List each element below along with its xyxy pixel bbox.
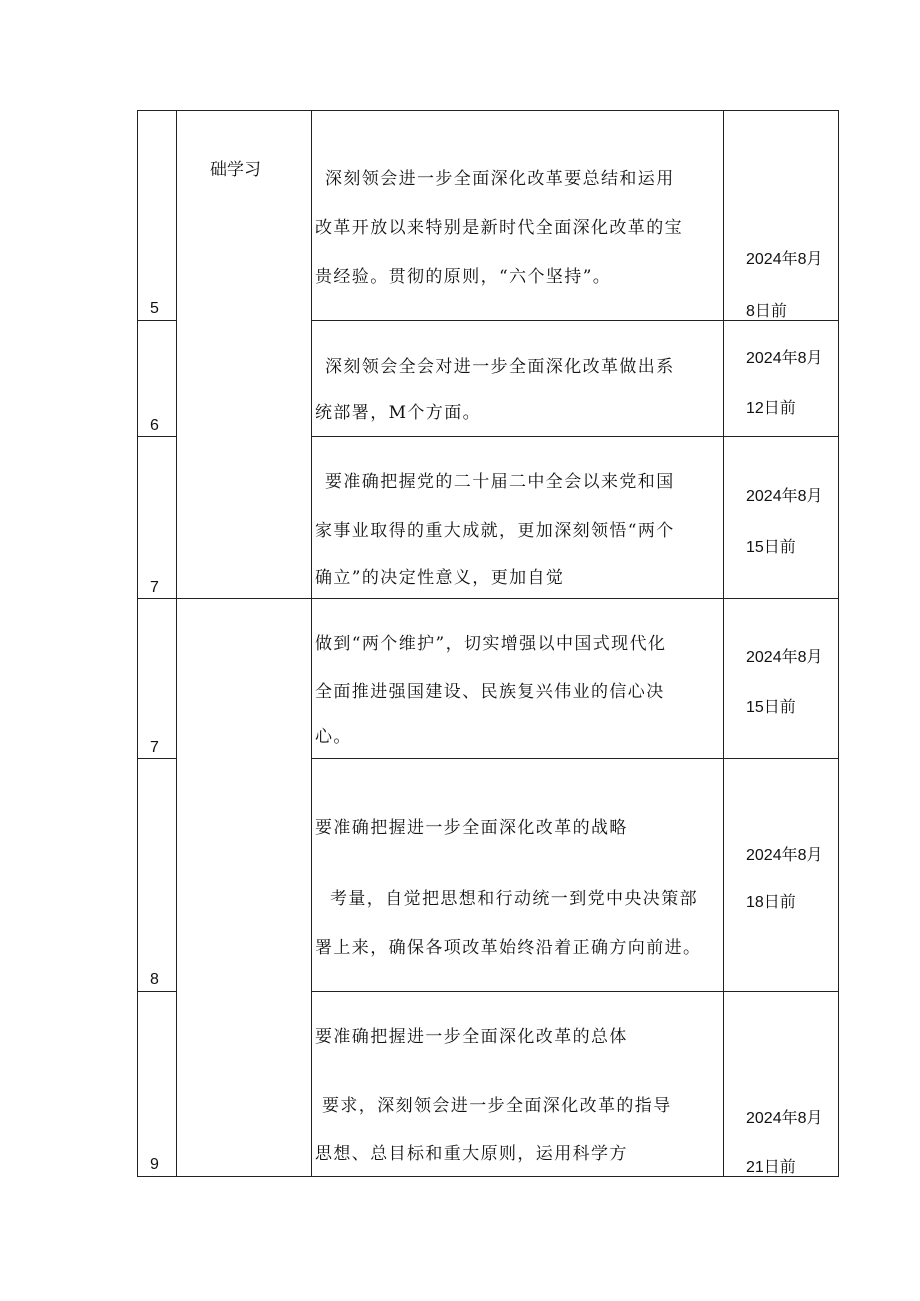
- content-line: 要求，深刻领会进一步全面深化改革的指导: [322, 1096, 672, 1116]
- content-line: 要准确把握进一步全面深化改革的战略: [315, 818, 628, 838]
- due-date: 15日前: [746, 699, 796, 716]
- table-left-border: [137, 110, 138, 1177]
- row-divider: [137, 436, 177, 437]
- due-date: 15日前: [746, 539, 796, 556]
- column-divider: [311, 110, 312, 1177]
- due-date: 18日前: [746, 894, 796, 911]
- due-date: 12日前: [746, 400, 796, 417]
- due-date: 2024年8月: [746, 1110, 823, 1127]
- due-date: 2024年8月: [746, 350, 823, 367]
- row-number: 6: [150, 417, 159, 434]
- content-line: 贵经验。贯彻的原则，“六个坚持”。: [315, 267, 612, 287]
- row-number: 7: [150, 739, 159, 756]
- due-date: 2024年8月: [746, 847, 823, 864]
- content-line: 心。: [315, 727, 352, 747]
- row-divider: [137, 991, 177, 992]
- content-line: 改革开放以来特别是新时代全面深化改革的宝: [315, 218, 683, 238]
- row-number: 7: [150, 579, 159, 596]
- due-date: 2024年8月: [746, 488, 823, 505]
- row-divider: [311, 758, 839, 759]
- content-line: 确立”的决定性意义，更加自觉: [315, 568, 565, 588]
- table-right-border: [838, 110, 839, 1177]
- content-line: 统部署，M个方面。: [315, 403, 482, 423]
- table-top-border: [137, 110, 839, 111]
- category-cell: 础学习: [210, 160, 261, 179]
- column-divider: [723, 110, 724, 1177]
- row-divider: [137, 758, 177, 759]
- due-date: 2024年8月: [746, 251, 823, 268]
- row-divider: [311, 436, 839, 437]
- due-date: 2024年8月: [746, 649, 823, 666]
- row-number: 8: [150, 971, 159, 988]
- content-line: 考量，自觉把思想和行动统一到党中央决策部: [330, 889, 698, 909]
- content-line: 家事业取得的重大成就，更加深刻领悟“两个: [315, 521, 675, 541]
- content-line: 署上来，确保各项改革始终沿着正确方向前进。: [315, 938, 702, 958]
- row-number: 5: [150, 300, 159, 317]
- content-line: 深刻领会全会对进一步全面深化改革做出系: [325, 357, 675, 377]
- content-line: 全面推进强国建设、民族复兴伟业的信心决: [315, 682, 665, 702]
- content-line: 做到“两个维护”，切实增强以中国式现代化: [315, 634, 667, 654]
- row-divider: [311, 991, 839, 992]
- content-line: 要准确把握进一步全面深化改革的总体: [315, 1027, 628, 1047]
- due-date: 21日前: [746, 1159, 796, 1176]
- column-divider: [176, 110, 177, 1177]
- row-number: 9: [150, 1156, 159, 1173]
- row-divider: [137, 320, 177, 321]
- content-line: 深刻领会进一步全面深化改革要总结和运用: [325, 169, 675, 189]
- due-date: 8日前: [746, 303, 787, 320]
- row-divider: [137, 598, 839, 599]
- table-bottom-border: [137, 1176, 839, 1177]
- content-line: 思想、总目标和重大原则，运用科学方: [315, 1144, 628, 1164]
- content-line: 要准确把握党的二十届二中全会以来党和国: [325, 472, 675, 492]
